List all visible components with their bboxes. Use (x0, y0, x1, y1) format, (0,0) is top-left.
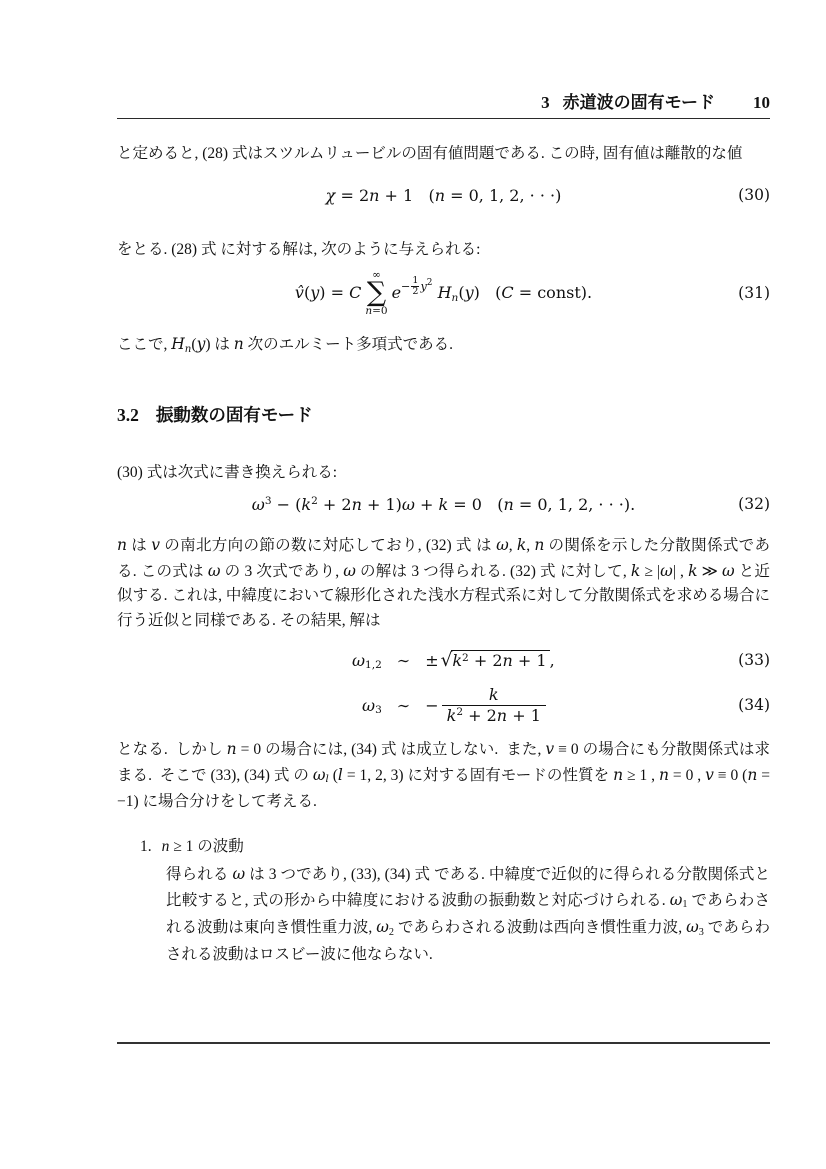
exponent (401, 276, 432, 297)
exp-base: e (391, 283, 402, 303)
footer-rule (117, 1042, 770, 1044)
equation-33 (117, 643, 770, 677)
section-title: 振動数の固有モード (155, 404, 313, 425)
equation-33-lhs: ω1,2 (351, 650, 382, 672)
paragraph-hermite: ここで, Hn(y) は n 次のエルミート多項式である. (117, 335, 453, 355)
paragraph-solution-lead: をとる. (28) 式 に対する解は, 次のように与えられる: (117, 240, 481, 258)
trailing-comma: , (549, 650, 555, 670)
minus-sign: − (425, 695, 439, 715)
fraction (442, 685, 546, 726)
exp-power: 2 (426, 278, 433, 289)
running-head (541, 93, 715, 113)
equation-group-33-34 (117, 643, 770, 729)
plus-minus-sign: ± (425, 650, 439, 670)
similar-operator: ∼ (396, 695, 411, 715)
summation-symbol (365, 270, 387, 317)
radical-sign: √ (440, 649, 453, 671)
fraction-denominator: 2 (412, 286, 419, 298)
fraction-numerator: 1 (412, 275, 419, 287)
equation-34-lhs: ω3 (362, 695, 382, 717)
equation-33-rhs (425, 650, 595, 671)
sigma-glyph: ∑ (366, 277, 387, 309)
radicand: $k^2 + 2n + 1$ (451, 650, 549, 670)
equation-34-rhs (425, 685, 595, 726)
paragraph-intro: と定めると, (28) 式はスツルムリュービルの固有値問題である. この時, 固有値は離散的な値 (117, 145, 743, 162)
similar-operator: ∼ (396, 650, 411, 670)
equation-31-lhs: v̂(y) = C (294, 283, 362, 303)
equation-number-30: (30) (738, 186, 770, 204)
fraction-denominator: $k^2 + 2n + 1$ (442, 705, 546, 726)
section-number: 3.2 (117, 404, 139, 425)
equation-32 (117, 491, 770, 517)
equation-number-32: (32) (738, 495, 770, 513)
equation-34 (117, 681, 770, 729)
header-section-title: 赤道波の固有モード (562, 93, 715, 112)
list-item-body: 得られる ω は 3 つであり, (33), (34) 式 である. 中緯度で近似的に得られる分散関係式と比較すると, 式の形から中緯度における波動の振動数と対応づけられる. ω1 であらわされる波動は東向き慣性重力波, ω2 であらわされる波動は西向き慣性重力波, ω3 であらわされる波動はロスビー波に他ならない. (166, 865, 770, 963)
list-item-title: n ≥ 1 の波動 (161, 837, 244, 855)
equation-30-body: χ = 2n + 1 (n = 0, 1, 2, · · ·) (325, 185, 562, 205)
list-item-1 (117, 835, 770, 968)
list-item-heading (140, 835, 770, 860)
paragraph-case-split: となる. しかし n = 0 の場合には, (34) 式 は成立しない. また, v ≡ 0 の場合にも分散関係式は求まる. そこで (33), (34) 式 の ωl (l = 1, 2, 3) に対する固有モードの性質を n ≥ 1 , n = 0 , v ≡ 0 (n = −1) に場合分けをして考える. (117, 740, 774, 810)
exp-minus: − (401, 280, 411, 294)
equation-31-rhs: Hn(y) (C = const). (437, 283, 593, 305)
exp-half-fraction (411, 276, 419, 297)
section-heading (117, 403, 770, 427)
paragraph-rewrite-lead: (30) 式は次式に書き換えられる: (117, 463, 338, 481)
paragraph-dispersion: n は v の南北方向の節の数に対応しており, (32) 式 は ω, k, n の関係を示した分散関係式である. この式は ω の 3 次式であり, ω の解は 3 つ得られる. (32) 式 に対して, k ≥ |ω| , k ≫ ω と近似する. これは, 中緯度において線形化された浅水方程式系に対して分散関係式を求める場合に行う近似と同様である. その結果, 解は (117, 536, 771, 629)
list-marker: 1. (140, 837, 152, 855)
equation-number-31: (31) (738, 284, 770, 302)
fraction-numerator: k (488, 684, 499, 704)
equation-number-34: (34) (738, 696, 770, 714)
equation-30 (117, 183, 770, 208)
header-section-number: 3 (541, 93, 550, 112)
equation-31-body (295, 270, 592, 317)
summation-upper-limit: ∞ (372, 268, 381, 281)
summation-lower-limit: n=0 (365, 304, 388, 317)
exp-variable: y (420, 280, 427, 294)
equation-number-33: (33) (738, 651, 770, 669)
page-header (117, 93, 770, 119)
equation-32-body: $\omega^3 - (k^2 + 2n + 1)\omega + k = 0$ (n = 0, 1, 2, · · ·). (251, 494, 636, 514)
page-number: 10 (753, 93, 770, 112)
equation-31 (117, 264, 770, 322)
